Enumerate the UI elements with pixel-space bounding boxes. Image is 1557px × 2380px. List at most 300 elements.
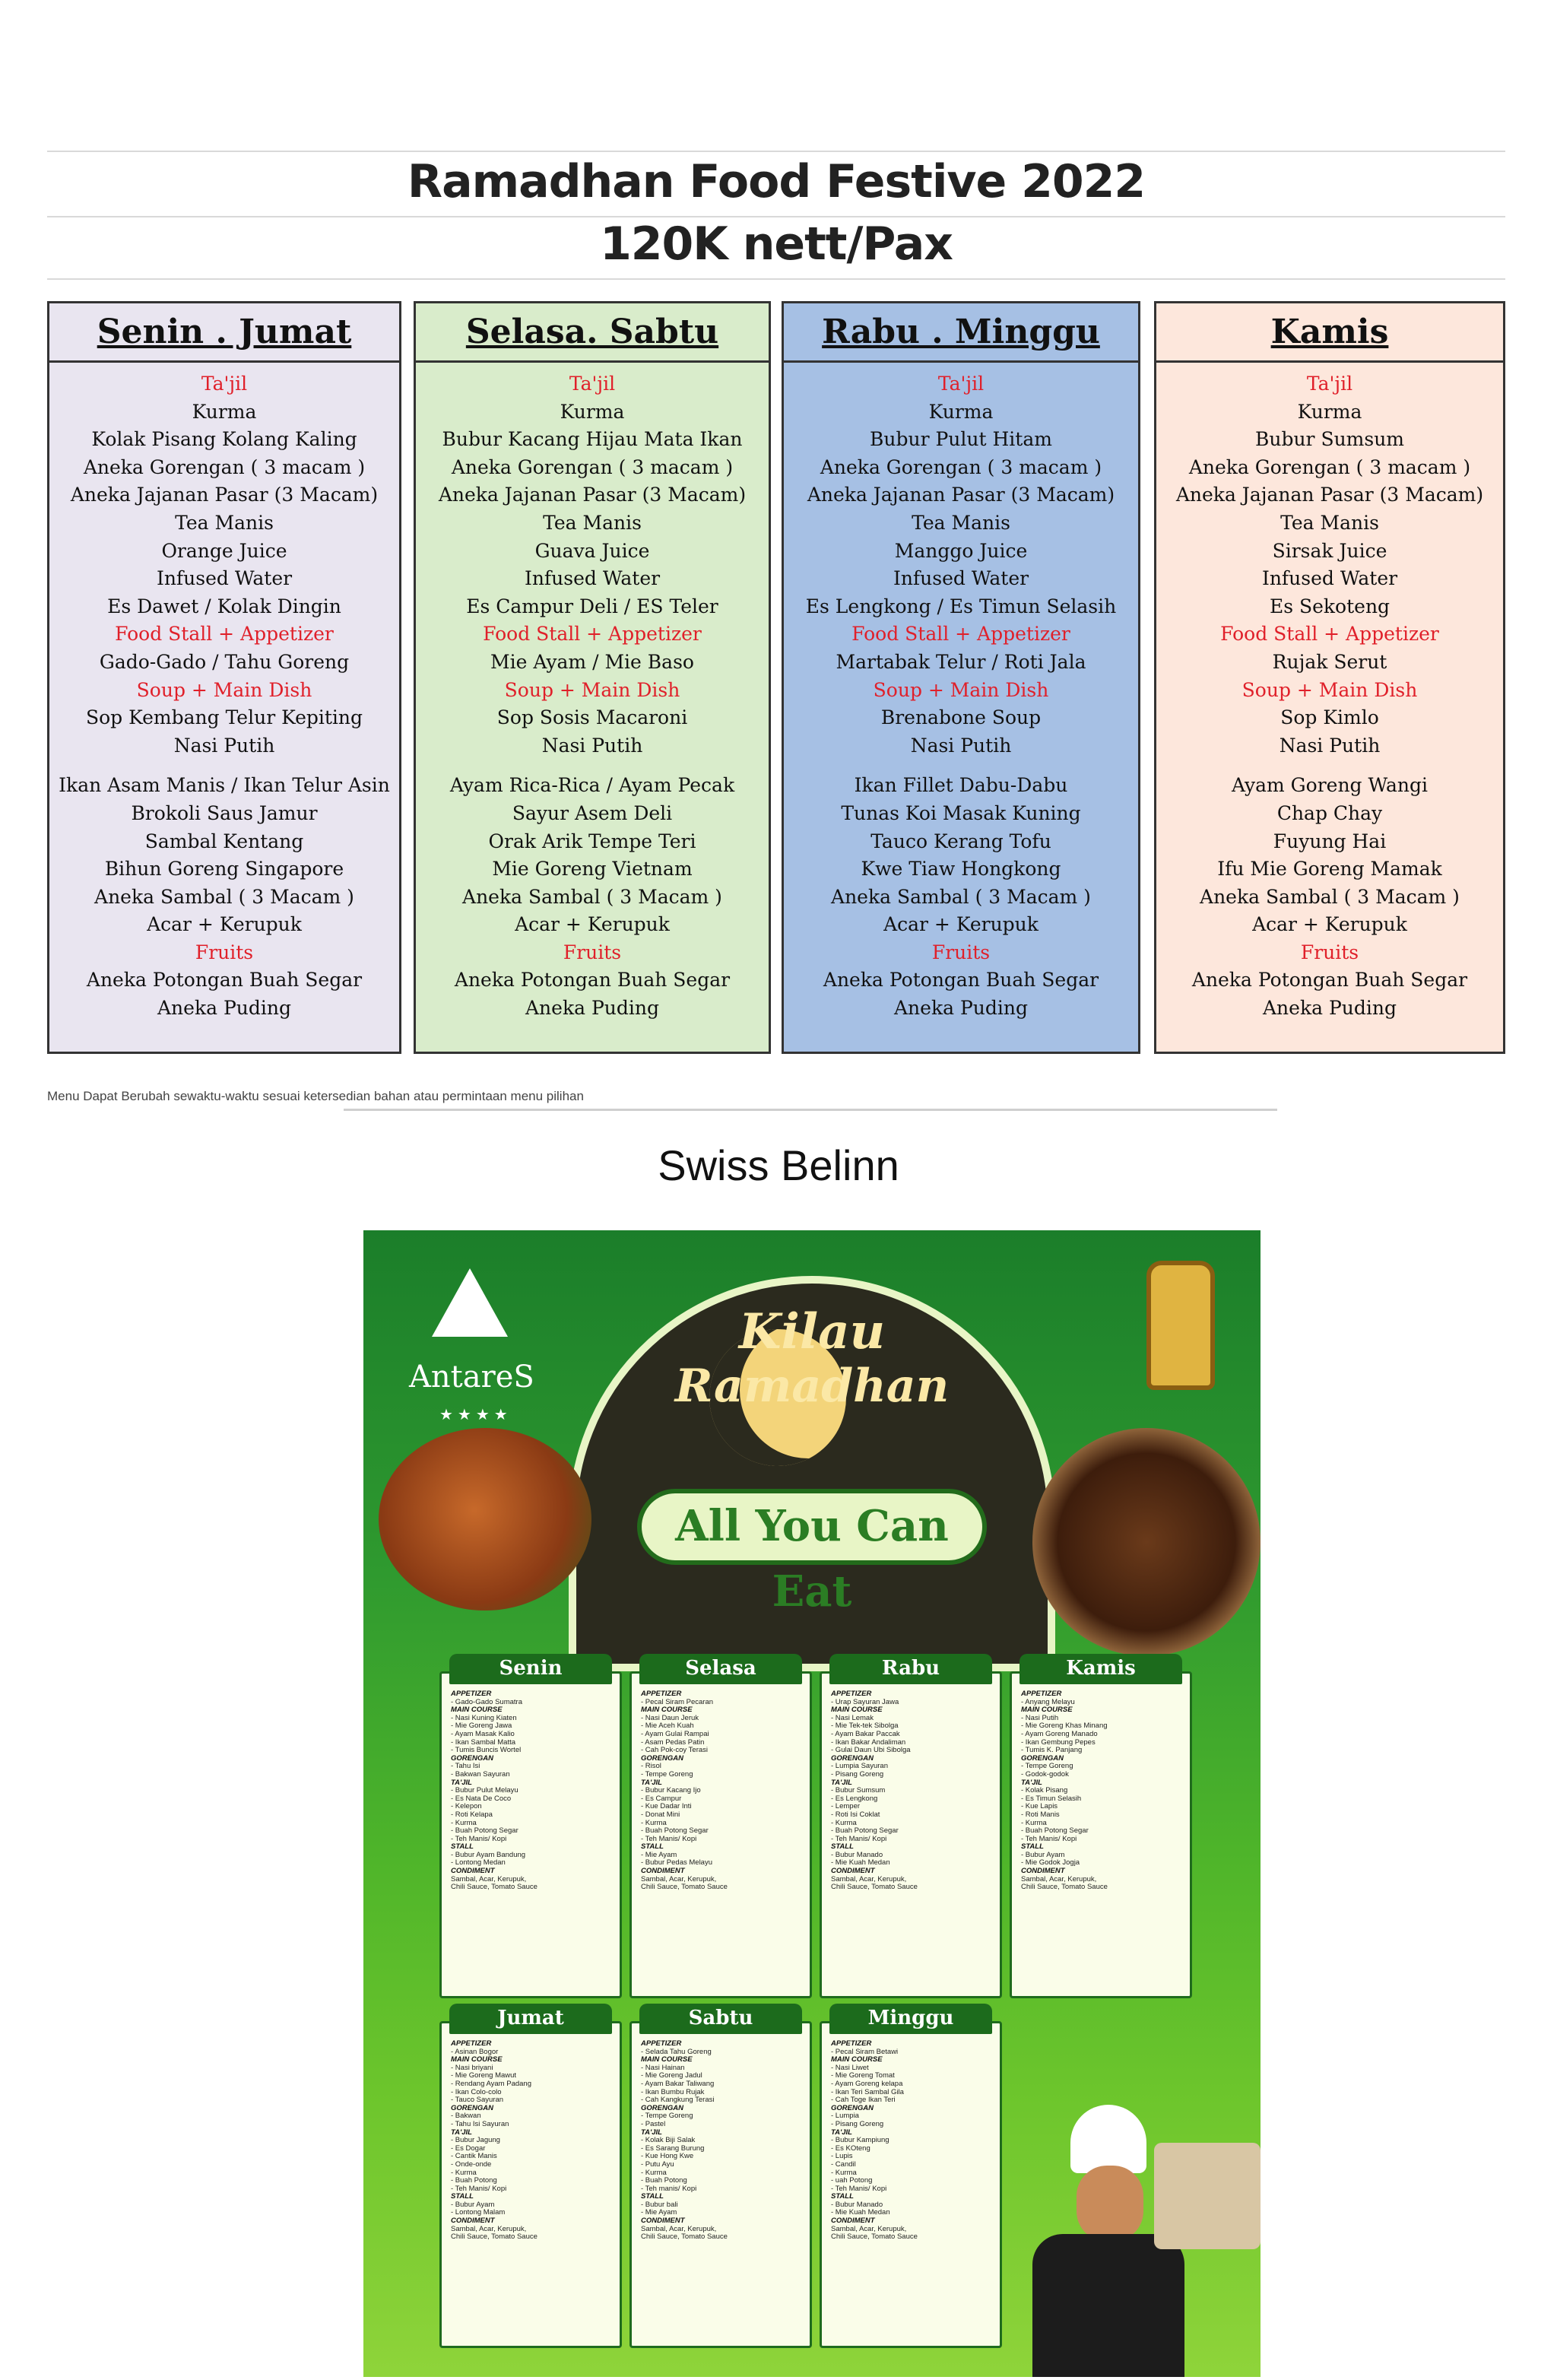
menu-item: Aneka Sambal ( 3 Macam ) [1200, 885, 1460, 908]
menu-item: Nasi Putih [910, 734, 1012, 757]
price-divider [47, 278, 1505, 280]
poster-section-heading: GORENGAN [1021, 1754, 1064, 1763]
menu-item: Kwe Tiaw Hongkong [861, 858, 1061, 881]
poster-day-header: Jumat [449, 2004, 612, 2034]
poster-menu-item: - Teh Manis/ Kopi [451, 1835, 507, 1843]
menu-item: Food Stall + Appetizer [851, 623, 1070, 646]
poster-menu-item: - Anyang Melayu [1021, 1698, 1075, 1706]
poster-menu-item: - Kolak Pisang [1021, 1787, 1068, 1795]
menu-item: Bihun Goreng Singapore [104, 858, 344, 881]
hotel-logo-text: AntareS [409, 1360, 534, 1395]
poster-menu-item: - Bubur Jagung [451, 2137, 500, 2145]
poster-menu-item: - Donat Mini [641, 1810, 680, 1819]
poster-section-heading: GORENGAN [831, 2104, 874, 2112]
ramadhan-menu-table [47, 151, 1505, 1110]
menu-item: Food Stall + Appetizer [115, 623, 334, 646]
poster-menu-item: - Es Dogar [451, 2144, 486, 2153]
poster-day-header: Kamis [1020, 1654, 1182, 1684]
poster-section-heading: CONDIMENT [641, 1868, 685, 1876]
poster-menu-item: - Bubur Kacang Ijo [641, 1787, 701, 1795]
poster-day-header: Minggu [829, 2004, 992, 2034]
poster-section-heading: APPETIZER [831, 1690, 872, 1698]
poster-menu-item: - Godok-godok [1021, 1770, 1069, 1779]
top-divider [47, 151, 1505, 152]
poster-menu-item: - Mie Goreng Khas Minang [1021, 1722, 1108, 1731]
poster-menu-item: Sambal, Acar, Kerupuk, [451, 1875, 527, 1883]
poster-menu-item: - Ayam Goreng kelapa [831, 2080, 903, 2088]
menu-item: Ayam Rica-Rica / Ayam Pecak [449, 774, 735, 797]
poster-section-heading: CONDIMENT [831, 2217, 875, 2226]
day-column-rabu-minggu [782, 301, 1140, 1054]
menu-item: Nasi Putih [541, 734, 643, 757]
poster-menu-item: - Mie Goreng Jawa [451, 1722, 512, 1731]
poster-section-heading: STALL [831, 1843, 854, 1852]
poster-menu-item: - Asinan Bogor [451, 2048, 499, 2056]
poster-day-card-senin [439, 1657, 622, 1998]
poster-section-heading: TA'JIL [831, 2128, 852, 2137]
poster-menu-item: - Bubur bali [641, 2201, 678, 2209]
menu-item: Gado-Gado / Tahu Goreng [99, 650, 350, 673]
all-you-can-eat-banner: All You Can Eat [637, 1489, 987, 1565]
menu-item: Aneka Gorengan ( 3 macam ) [451, 455, 734, 478]
hotel-star-rating: ★★★★ [439, 1407, 512, 1423]
poster-section-heading: APPETIZER [641, 2040, 682, 2048]
poster-menu-item: - Nasi Hainan [641, 2064, 685, 2072]
poster-menu-item: - Lumpia Sayuran [831, 1763, 888, 1771]
poster-menu-item: Chili Sauce, Tomato Sauce [641, 1883, 728, 1892]
poster-menu-item: - Es Campur [641, 1795, 682, 1803]
poster-menu-item: - Ikan Bakar Andaliman [831, 1738, 906, 1747]
poster-menu-item: - Selada Tahu Goreng [641, 2048, 712, 2056]
menu-item: Fruits [1300, 941, 1359, 963]
poster-menu-item: - Bakwan [451, 2112, 481, 2121]
poster-menu-item: - Tempe Goreng [641, 2112, 693, 2121]
menu-item: Tunas Koi Masak Kuning [841, 801, 1081, 824]
poster-menu-item: - Tempe Goreng [641, 1770, 693, 1779]
day-column-senin-jumat [47, 301, 401, 1054]
poster-menu-item: - Teh Manis/ Kopi [1021, 1835, 1077, 1843]
poster-menu-item: - Ayam Goreng Manado [1021, 1730, 1098, 1738]
poster-menu-item: - Bubur Ayam [451, 2201, 495, 2209]
poster-menu-item: - Ayam Bakar Taliwang [641, 2080, 715, 2088]
menu-item: Soup + Main Dish [136, 678, 312, 701]
menu-item: Aneka Puding [1263, 997, 1397, 1020]
poster-day-card-sabtu [629, 2007, 812, 2348]
poster-section-heading: TA'JIL [1021, 1779, 1042, 1787]
menu-item: Infused Water [1261, 567, 1398, 590]
poster-menu-item: - Kue Hong Kwe [641, 2153, 694, 2161]
menu-item: Fruits [195, 941, 254, 963]
venue-caption: Swiss Belinn [658, 1141, 899, 1189]
poster-menu-item: - Teh Manis/ Kopi [831, 1835, 887, 1843]
menu-item: Food Stall + Appetizer [1220, 623, 1439, 646]
poster-menu-item: - Pisang Goreng [831, 2120, 884, 2128]
poster-section-heading: CONDIMENT [831, 1868, 875, 1876]
menu-item: Mie Ayam / Mie Baso [490, 650, 694, 673]
poster-menu-item: - Cah Pok-coy Terasi [641, 1747, 708, 1755]
poster-section-heading: STALL [451, 1843, 474, 1852]
menu-item: Soup + Main Dish [1241, 678, 1418, 701]
menu-item: Sirsak Juice [1272, 539, 1387, 562]
menu-title: Ramadhan Food Festive 2022 [407, 155, 1146, 208]
poster-menu-item: - Gulai Daun Ubi Sibolga [831, 1747, 911, 1755]
poster-menu-item: - Ayam Bakar Paccak [831, 1730, 900, 1738]
poster-menu-item: - Teh Manis/ Kopi [641, 1835, 697, 1843]
poster-menu-item: - Mie Kuah Medan [831, 2209, 890, 2217]
menu-item: Kurma [928, 400, 994, 423]
poster-menu-item: - Bubur Pedas Melayu [641, 1859, 712, 1868]
poster-menu-item: Sambal, Acar, Kerupuk, [1021, 1875, 1097, 1883]
menu-item: Aneka Gorengan ( 3 macam ) [83, 455, 366, 478]
menu-item: Infused Water [893, 567, 1029, 590]
poster-day-card-minggu [820, 2007, 1002, 2348]
menu-item: Rujak Serut [1272, 650, 1387, 673]
menu-item: Kurma [192, 400, 257, 423]
menu-item: Sop Kembang Telur Kepiting [85, 706, 363, 729]
poster-menu-item: - Bubur Pulut Melayu [451, 1787, 518, 1795]
poster-menu-item: - Teh manis/ Kopi [641, 2185, 697, 2193]
poster-section-heading: APPETIZER [831, 2040, 872, 2048]
poster-menu-item: - Es Nata De Coco [451, 1795, 512, 1803]
poster-menu-item: - Mie Godok Jogja [1021, 1859, 1080, 1868]
poster-day-header: Sabtu [639, 2004, 802, 2034]
poster-card-list [641, 1690, 805, 1991]
poster-menu-item: - Mie Ayam [641, 2209, 677, 2217]
menu-item: Kurma [1297, 400, 1362, 423]
poster-menu-item: - Roti Isi Coklat [831, 1810, 880, 1819]
poster-menu-item: - Nasi Liwet [831, 2064, 869, 2072]
poster-section-heading: CONDIMENT [451, 1868, 495, 1876]
poster-menu-item: - Lumpia [831, 2112, 859, 2121]
poster-section-heading: MAIN COURSE [1021, 1706, 1073, 1715]
poster-menu-item: Sambal, Acar, Kerupuk, [641, 1875, 717, 1883]
poster-menu-item: - Ikan Colo-colo [451, 2088, 502, 2096]
menu-item: Es Sekoteng [1269, 595, 1391, 617]
poster-card-list [451, 1690, 615, 1991]
poster-menu-item: - Tumis Buncis Wortel [451, 1747, 522, 1755]
poster-menu-item: Sambal, Acar, Kerupuk, [831, 1875, 907, 1883]
poster-menu-item: - Es KOteng [831, 2144, 870, 2153]
menu-item: Acar + Kerupuk [883, 913, 1039, 936]
menu-item: Aneka Potongan Buah Segar [823, 969, 1099, 992]
poster-menu-item: - Cantik Manis [451, 2153, 497, 2161]
poster-menu-item: Chili Sauce, Tomato Sauce [831, 2233, 918, 2242]
menu-item: Fruits [563, 941, 622, 963]
poster-day-card-jumat [439, 2007, 622, 2348]
poster-menu-item: - Ikan Sambal Matta [451, 1738, 516, 1747]
menu-item: Tea Manis [912, 511, 1010, 534]
menu-item: Tea Manis [543, 511, 642, 534]
menu-item: Bubur Kacang Hijau Mata Ikan [442, 428, 743, 451]
poster-menu-item: - Buah Potong Segar [1021, 1827, 1089, 1836]
poster-day-header: Senin [449, 1654, 612, 1684]
poster-card-list [1021, 1690, 1185, 1991]
menu-item: Aneka Jajanan Pasar (3 Macam) [807, 484, 1115, 506]
menu-item: Aneka Potongan Buah Segar [454, 969, 731, 992]
menu-item: Ikan Asam Manis / Ikan Telur Asin [59, 774, 390, 797]
menu-item: Infused Water [156, 567, 293, 590]
menu-item: Nasi Putih [173, 734, 275, 757]
menu-item: Kolak Pisang Kolang Kaling [91, 428, 357, 451]
poster-section-heading: APPETIZER [451, 1690, 492, 1698]
poster-menu-item: - Lontong Medan [451, 1859, 506, 1868]
menu-item: Ayam Goreng Wangi [1231, 774, 1429, 797]
poster-menu-item: - Roti Kelapa [451, 1810, 493, 1819]
menu-item: Aneka Potongan Buah Segar [86, 969, 363, 992]
day-column-selasa-sabtu [414, 301, 771, 1054]
poster-section-heading: TA'JIL [831, 1779, 852, 1787]
menu-item: Ta'jil [201, 373, 248, 395]
poster-title-ramadhan: Ramadhan [674, 1360, 950, 1413]
poster-menu-item: - Rendang Ayam Padang [451, 2080, 531, 2088]
dates-bowl-image [1032, 1428, 1261, 1656]
poster-menu-item: - Cah Toge Ikan Teri [831, 2096, 896, 2105]
poster-menu-item: - Mie Goreng Jadul [641, 2072, 702, 2080]
poster-menu-item: - Nasi Kuning Kiaten [451, 1714, 517, 1722]
poster-menu-item: - Mie Goreng Mawut [451, 2072, 517, 2080]
menu-item: Es Dawet / Kolak Dingin [107, 595, 341, 617]
poster-menu-item: - Pecal Siram Pecaran [641, 1698, 714, 1706]
poster-menu-item: - Es Lengkong [831, 1795, 878, 1803]
poster-menu-item: - Mie Ayam [641, 1851, 677, 1859]
poster-menu-item: - Kue Lapis [1021, 1803, 1058, 1811]
poster-menu-item: - Pisang Goreng [831, 1770, 884, 1779]
menu-item: Brenabone Soup [880, 706, 1042, 729]
poster-day-card-kamis [1010, 1657, 1192, 1998]
menu-item: Aneka Sambal ( 3 Macam ) [831, 885, 1091, 908]
poster-section-heading: GORENGAN [451, 2104, 493, 2112]
menu-item: Aneka Puding [525, 997, 659, 1020]
day-menu-list [784, 363, 1138, 1023]
poster-menu-item: - Buah Potong [451, 2177, 497, 2185]
menu-item: Aneka Sambal ( 3 Macam ) [94, 885, 354, 908]
poster-menu-item: - Tempe Goreng [1021, 1763, 1073, 1771]
menu-item: Food Stall + Appetizer [483, 623, 702, 646]
menu-item: Aneka Puding [894, 997, 1028, 1020]
menu-item: Aneka Jajanan Pasar (3 Macam) [70, 484, 379, 506]
kilau-ramadhan-poster [363, 1230, 1261, 2377]
poster-menu-item: - Kurma [641, 2169, 667, 2177]
poster-menu-item: - Lupis [831, 2153, 853, 2161]
day-menu-list [1156, 363, 1503, 1023]
chef-hat [1070, 2105, 1146, 2173]
poster-menu-item: - Bubur Ayam Bandung [451, 1851, 526, 1859]
poster-menu-item: - Mie Goreng Tomat [831, 2072, 895, 2080]
day-header: Kamis [1156, 303, 1503, 363]
menu-item: Sayur Asem Deli [512, 801, 673, 824]
poster-menu-item: - Asam Pedas Patin [641, 1738, 705, 1747]
menu-item: Kurma [560, 400, 625, 423]
poster-menu-item: - Tahu Isi [451, 1763, 480, 1771]
poster-menu-item: - Tauco Sayuran [451, 2096, 504, 2105]
poster-menu-item: Chili Sauce, Tomato Sauce [831, 1883, 918, 1892]
poster-menu-item: - Lemper [831, 1803, 861, 1811]
menu-item: Ta'jil [569, 373, 616, 395]
poster-day-card-rabu [820, 1657, 1002, 1998]
poster-menu-item: - Ayam Masak Kalio [451, 1730, 515, 1738]
poster-card-list [831, 2040, 995, 2341]
poster-section-heading: STALL [1021, 1843, 1044, 1852]
menu-item: Es Campur Deli / ES Teler [466, 595, 718, 617]
poster-menu-item: - Pastel [641, 2120, 666, 2128]
menu-item: Bubur Pulut Hitam [870, 428, 1052, 451]
poster-menu-item: - Bubur Manado [831, 2201, 883, 2209]
day-header: Senin . Jumat [49, 303, 399, 363]
menu-item: Bubur Sumsum [1254, 428, 1405, 451]
menu-item: Guava Juice [534, 539, 650, 562]
poster-menu-item: - Kue Dadar Inti [641, 1803, 692, 1811]
poster-menu-item: - Nasi Daun Jeruk [641, 1714, 699, 1722]
day-header: Rabu . Minggu [784, 303, 1138, 363]
menu-item: Aneka Puding [157, 997, 291, 1020]
poster-menu-item: - Buah Potong Segar [831, 1827, 899, 1836]
menu-item: Ikan Fillet Dabu-Dabu [854, 774, 1068, 797]
poster-menu-item: - Kurma [831, 2169, 857, 2177]
poster-card-list [831, 1690, 995, 1991]
poster-menu-item: Chili Sauce, Tomato Sauce [641, 2233, 728, 2242]
poster-menu-item: - Nasi Putih [1021, 1714, 1059, 1722]
poster-menu-item: - Buah Potong Segar [451, 1827, 518, 1836]
poster-menu-item: - Kurma [1021, 1819, 1047, 1827]
poster-menu-item: - Kurma [451, 1819, 477, 1827]
menu-item: Tauco Kerang Tofu [870, 830, 1051, 852]
menu-item: Orange Juice [161, 539, 287, 562]
menu-item: Sop Kimlo [1280, 706, 1379, 729]
poster-menu-item: - Teh Manis/ Kopi [451, 2185, 507, 2193]
poster-menu-item: - Kurma [831, 1819, 857, 1827]
menu-item: Aneka Jajanan Pasar (3 Macam) [1175, 484, 1484, 506]
menu-item: Nasi Putih [1279, 734, 1381, 757]
menu-item: Fuyung Hai [1273, 830, 1387, 852]
poster-card-list [641, 2040, 805, 2341]
poster-section-heading: MAIN COURSE [451, 2056, 503, 2064]
poster-menu-item: - Teh Manis/ Kopi [831, 2185, 887, 2193]
menu-item: Acar + Kerupuk [1252, 913, 1407, 936]
poster-menu-item: - Pecal Siram Betawi [831, 2048, 899, 2056]
poster-menu-item: - Nasi Lemak [831, 1714, 874, 1722]
day-menu-list [49, 363, 399, 1023]
menu-item: Infused Water [524, 567, 661, 590]
poster-section-heading: STALL [451, 2193, 474, 2201]
menu-item: Mie Goreng Vietnam [492, 858, 693, 881]
menu-item: Soup + Main Dish [873, 678, 1049, 701]
poster-section-heading: MAIN COURSE [451, 1706, 503, 1715]
poster-menu-item: - Kolak Biji Salak [641, 2137, 696, 2145]
poster-menu-item: - Ikan Bumbu Rujak [641, 2088, 705, 2096]
poster-section-heading: CONDIMENT [641, 2217, 685, 2226]
poster-section-heading: GORENGAN [641, 1754, 683, 1763]
poster-menu-item: Chili Sauce, Tomato Sauce [451, 2233, 537, 2242]
day-menu-list [416, 363, 769, 1023]
poster-menu-item: - Ikan Teri Sambal Gila [831, 2088, 904, 2096]
poster-section-heading: CONDIMENT [451, 2217, 495, 2226]
menu-item: Aneka Jajanan Pasar (3 Macam) [438, 484, 747, 506]
poster-menu-item: - Candil [831, 2160, 856, 2169]
poster-menu-item: - Risol [641, 1763, 661, 1771]
menu-item: Fruits [931, 941, 991, 963]
menu-item: Aneka Sambal ( 3 Macam ) [462, 885, 722, 908]
poster-menu-item: - Buah Potong [641, 2177, 687, 2185]
poster-section-heading: TA'JIL [641, 1779, 662, 1787]
poster-section-heading: APPETIZER [1021, 1690, 1062, 1698]
poster-menu-item: - Lontong Malam [451, 2209, 506, 2217]
poster-card-list [451, 2040, 615, 2341]
menu-item: Aneka Gorengan ( 3 macam ) [1188, 455, 1471, 478]
poster-section-heading: CONDIMENT [1021, 1868, 1065, 1876]
menu-item: Martabak Telur / Roti Jala [836, 650, 1086, 673]
poster-section-heading: MAIN COURSE [831, 1706, 883, 1715]
poster-menu-item: - Bubur Kampiung [831, 2137, 889, 2145]
poster-title-kilau: Kilau [738, 1303, 886, 1360]
poster-menu-item: - Ikan Gembung Pepes [1021, 1738, 1096, 1747]
poster-menu-item: Sambal, Acar, Kerupuk, [641, 2225, 717, 2233]
menu-price: 120K nett/Pax [600, 217, 953, 271]
menu-item: Es Lengkong / Es Timun Selasih [805, 595, 1117, 617]
poster-section-heading: TA'JIL [451, 2128, 472, 2137]
menu-item: Chap Chay [1276, 801, 1383, 824]
poster-menu-item: Chili Sauce, Tomato Sauce [1021, 1883, 1108, 1892]
poster-menu-item: - Kelepon [451, 1803, 482, 1811]
poster-menu-item: - Putu Ayu [641, 2160, 674, 2169]
poster-section-heading: TA'JIL [641, 2128, 662, 2137]
poster-menu-item: - Buah Potong Segar [641, 1827, 709, 1836]
poster-section-heading: GORENGAN [451, 1754, 493, 1763]
poster-menu-item: - Bubur Ayam [1021, 1851, 1065, 1859]
poster-menu-item: - Tahu Isi Sayuran [451, 2120, 509, 2128]
poster-menu-item: Sambal, Acar, Kerupuk, [831, 2225, 907, 2233]
menu-item: Aneka Potongan Buah Segar [1191, 969, 1468, 992]
day-header: Selasa. Sabtu [416, 303, 769, 363]
poster-menu-item: - Bakwan Sayuran [451, 1770, 510, 1779]
poster-section-heading: MAIN COURSE [641, 2056, 693, 2064]
poster-menu-item: - Mie Tek-tek Sibolga [831, 1722, 899, 1731]
poster-section-heading: TA'JIL [451, 1779, 472, 1787]
poster-menu-item: - Nasi briyani [451, 2064, 493, 2072]
poster-day-header: Selasa [639, 1654, 802, 1684]
poster-menu-item: - Roti Manis [1021, 1810, 1060, 1819]
menu-item: Aneka Gorengan ( 3 macam ) [820, 455, 1102, 478]
menu-item: Orak Arik Tempe Teri [488, 830, 696, 852]
poster-section-heading: GORENGAN [641, 2104, 683, 2112]
poster-section-heading: MAIN COURSE [641, 1706, 693, 1715]
poster-menu-item: Chili Sauce, Tomato Sauce [451, 1883, 537, 1892]
poster-menu-item: - Kurma [451, 2169, 477, 2177]
poster-menu-item: Sambal, Acar, Kerupuk, [451, 2225, 527, 2233]
dessert-plate-image [1154, 2143, 1261, 2249]
menu-item: Acar + Kerupuk [147, 913, 302, 936]
poster-menu-item: - Urap Sayuran Jawa [831, 1698, 899, 1706]
day-column-kamis [1154, 301, 1505, 1054]
poster-menu-item: - Cah Kangkung Terasi [641, 2096, 715, 2105]
poster-section-heading: GORENGAN [831, 1754, 874, 1763]
poster-menu-item: - Ayam Gulai Rampai [641, 1730, 709, 1738]
poster-menu-item: - Mie Aceh Kuah [641, 1722, 694, 1731]
menu-item: Tea Manis [1280, 511, 1379, 534]
menu-item: Acar + Kerupuk [515, 913, 670, 936]
menu-item: Tea Manis [175, 511, 274, 534]
poster-section-heading: STALL [641, 2193, 664, 2201]
menu-item: Brokoli Saus Jamur [131, 801, 318, 824]
poster-menu-item: - Onde-onde [451, 2160, 492, 2169]
menu-item: Sop Sosis Macaroni [496, 706, 688, 729]
menu-item: Ta'jil [1306, 373, 1353, 395]
menu-item: Soup + Main Dish [504, 678, 680, 701]
poster-section-heading: MAIN COURSE [831, 2056, 883, 2064]
poster-menu-item: - Bubur Sumsum [831, 1787, 886, 1795]
bottom-divider [344, 1109, 1277, 1111]
poster-day-card-selasa [629, 1657, 812, 1998]
chef-face [1077, 2166, 1143, 2242]
